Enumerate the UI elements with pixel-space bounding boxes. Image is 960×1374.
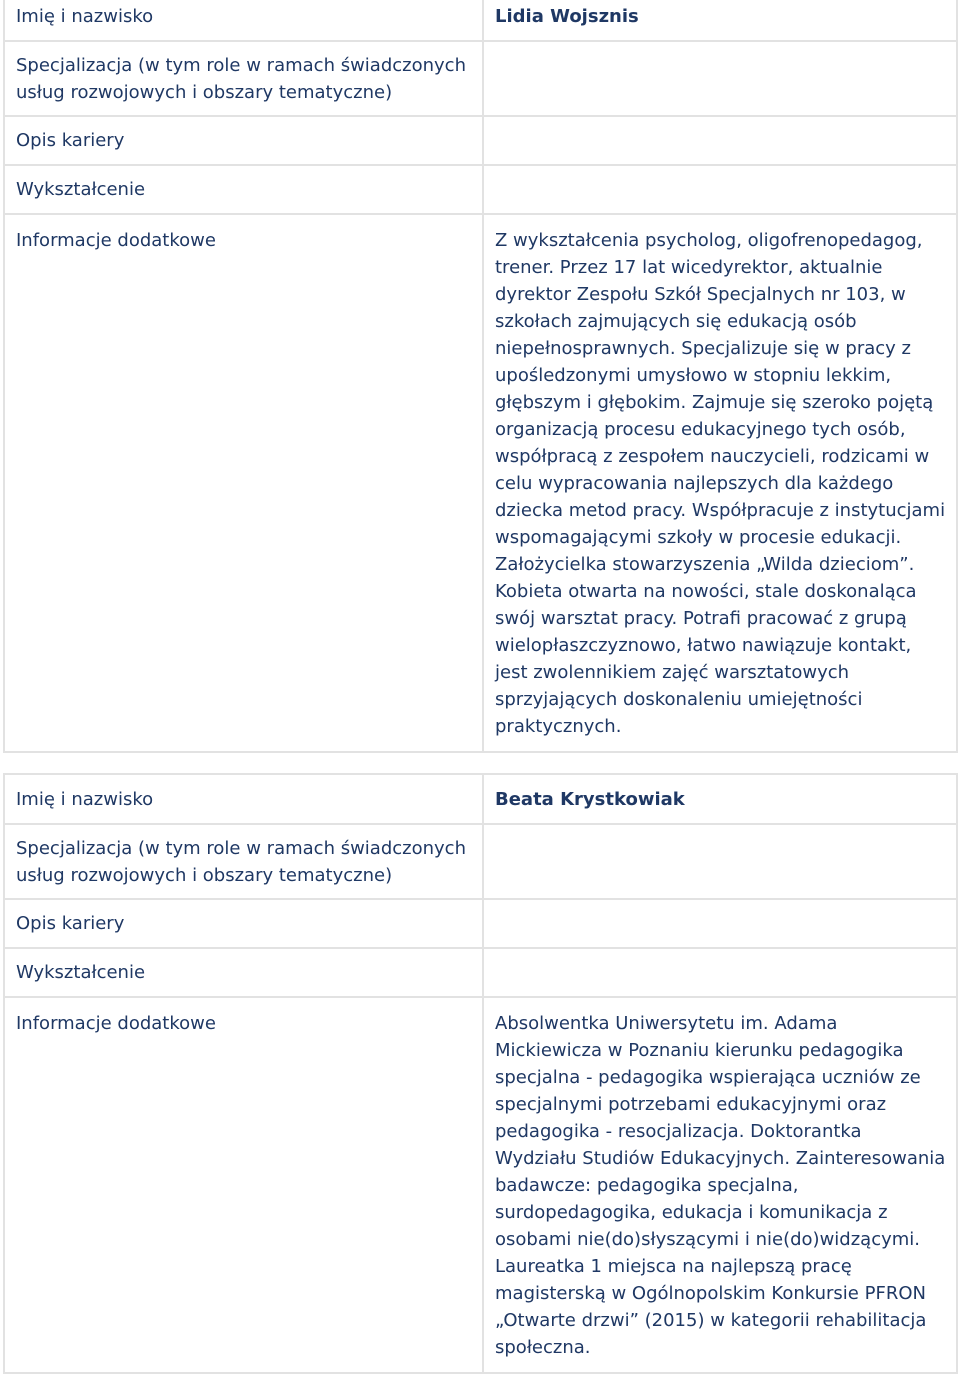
row-career [4,899,957,948]
value-career [483,899,957,948]
value-education [483,948,957,997]
label-specialization: Specjalizacja (w tym role w ramach świadczonych usług rozwojowych i obszary tematyczne) [4,41,483,116]
profile-table-beata-krystkowiak [3,773,958,1374]
value-additional-info: Z wykształcenia psycholog, oligofrenopedagog, trener. Przez 17 lat wicedyrektor, aktualnie dyrektor Zespołu Szkół Specjalnych nr 103, w szkołach zajmujących się edukacją osób niepełnosprawnych. Specjalizuje się w pracy z upośledzonymi umysłowo w stopniu lekkim, głębszym i głębokim. Zajmuje się szeroko pojętą organizacją procesu edukacyjnego tych osób, współpracą z zespołem nauczycieli, rodzicami w celu wypracowania najlepszych dla każdego dziecka metod pracy. Współpracuje z instytucjami wspomagającymi szkoły w procesie edukacji. Założycielka stowarzyszenia „Wilda dzieciom”. Kobieta otwarta na nowości, stale doskonaląca swój warsztat pracy. Potrafi pracować z grupą wielopłaszczyznowo, łatwo nawiązuje kontakt, jest zwolennikiem zajęć warsztatowych sprzyjających doskonaleniu umiejętności praktycznych. [483,214,957,752]
label-name: Imię i nazwisko [4,0,483,41]
value-education [483,165,957,214]
label-career: Opis kariery [4,116,483,165]
person-name: Beata Krystkowiak [483,774,957,824]
label-education: Wykształcenie [4,165,483,214]
value-specialization [483,41,957,116]
label-additional-info: Informacje dodatkowe [4,997,483,1373]
value-specialization [483,824,957,899]
row-education [4,948,957,997]
row-additional-info [4,997,957,1373]
row-additional-info [4,214,957,752]
label-career: Opis kariery [4,899,483,948]
label-name: Imię i nazwisko [4,774,483,824]
row-education [4,165,957,214]
value-career [483,116,957,165]
value-additional-info: Absolwentka Uniwersytetu im. Adama Mickiewicza w Poznaniu kierunku pedagogika specjalna - pedagogika wspierająca uczniów ze specjalnymi potrzebami edukacyjnymi oraz pedagogika - resocjalizacja. Doktorantka Wydziału Studiów Edukacyjnych. Zainteresowania badawcze: pedagogika specjalna, surdopedagogika, edukacja i komunikacja z osobami nie(do)słyszącymi i nie(do)widzącymi. Laureatka 1 miejsca na najlepszą pracę magisterską w Ogólnopolskim Konkursie PFRON „Otwarte drzwi” (2015) w kategorii rehabilitacja społeczna. [483,997,957,1373]
profile-table-lidia-wojsznis [3,0,958,753]
row-specialization [4,41,957,116]
row-career [4,116,957,165]
label-education: Wykształcenie [4,948,483,997]
label-additional-info: Informacje dodatkowe [4,214,483,752]
row-name [4,0,957,41]
row-specialization [4,824,957,899]
label-specialization: Specjalizacja (w tym role w ramach świadczonych usług rozwojowych i obszary tematyczne) [4,824,483,899]
row-name [4,774,957,824]
person-name: Lidia Wojsznis [483,0,957,41]
